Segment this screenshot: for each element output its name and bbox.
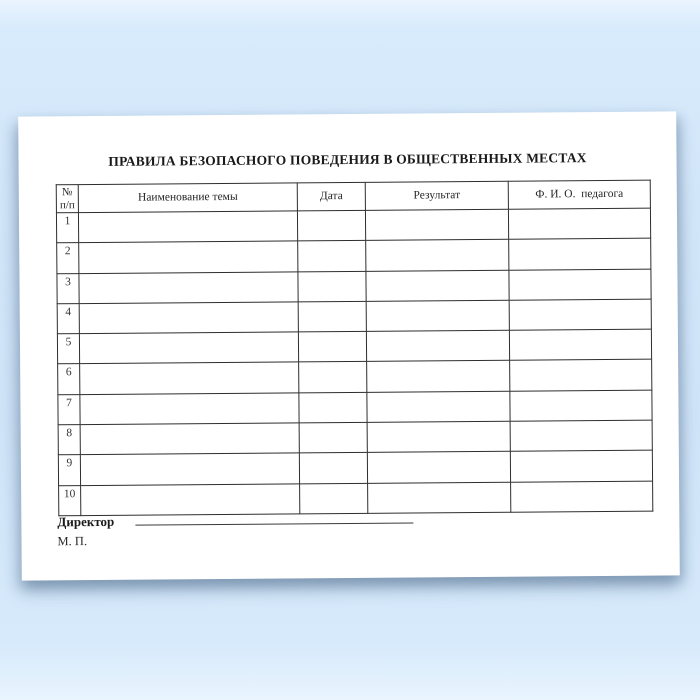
col-header-number: № п/п [56,185,78,213]
entry-cell [367,391,510,422]
entry-cell [299,453,367,484]
entry-cell [79,302,298,334]
row-number-cell: 9 [58,455,80,485]
row-number-cell: 6 [58,364,80,394]
entry-cell [80,423,299,455]
entry-cell [510,360,652,391]
entry-cell [367,421,510,452]
entry-cell [299,422,367,453]
row-number-cell: 10 [59,485,81,515]
entry-cell [510,390,652,421]
col-header-result: Результат [365,181,508,210]
table-row [57,299,651,334]
entry-cell [367,361,510,392]
entry-cell [509,299,651,330]
entry-cell [366,300,509,331]
table-row [57,329,651,364]
table-row [58,360,652,395]
col-header-date: Дата [297,182,365,211]
entry-cell [80,393,299,425]
entry-cell [509,269,651,300]
row-number-cell: 7 [58,394,80,424]
table-row [56,208,650,243]
entry-cell [366,270,509,301]
entry-cell [510,420,652,451]
entry-cell [79,332,298,364]
document-page [18,111,680,580]
director-label: Директор [57,513,115,530]
table-row [58,450,652,485]
entry-cell [298,271,366,302]
col-header-teacher: Ф. И. О. педагога [508,180,650,209]
entry-cell [298,301,366,332]
entry-cell [78,211,297,243]
table-row [58,420,652,455]
table-row [57,238,651,273]
signature-line [135,510,413,526]
entry-cell [298,332,366,363]
topics-table [56,180,654,517]
row-number-cell: 5 [57,334,79,364]
entry-cell [299,362,367,393]
entry-cell [368,482,511,513]
entry-cell [367,452,510,483]
entry-cell [80,453,299,485]
row-number-cell: 1 [56,213,78,243]
entry-cell [297,210,365,241]
entry-cell [510,450,652,481]
entry-cell [366,240,509,271]
row-number-cell: 2 [57,243,79,273]
entry-cell [511,481,653,512]
stamp-place-label: М. П. [57,534,88,549]
entry-cell [299,392,367,423]
row-number-cell: 8 [58,425,80,455]
table-body [56,208,652,516]
entry-cell [80,362,299,394]
entry-cell [509,329,651,360]
table-row [58,390,652,425]
col-header-topic: Наименование темы [78,183,297,213]
entry-cell [79,241,298,273]
entry-cell [366,330,509,361]
row-number-cell: 3 [57,273,79,303]
entry-cell [509,238,651,269]
entry-cell [79,271,298,303]
entry-cell [508,208,650,239]
entry-cell [365,209,508,240]
row-number-cell: 4 [57,304,79,334]
signature-block [57,510,413,550]
document-title: ПРАВИЛА БЕЗОПАСНОГО ПОВЕДЕНИЯ В ОБЩЕСТВЕННЫХ МЕСТАХ [108,150,587,169]
table-row [57,269,651,304]
entry-cell [298,241,366,272]
